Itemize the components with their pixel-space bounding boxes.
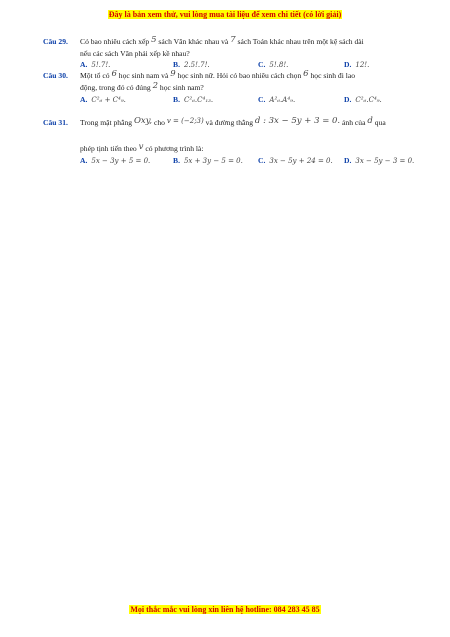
option-c[interactable]: C. A²₆.A⁴₉. (258, 95, 296, 104)
option-b[interactable]: B. 5x + 3y − 5 = 0. (173, 156, 243, 165)
question-29 (43, 36, 425, 71)
option-c[interactable]: C. 3x − 5y + 24 = 0. (258, 156, 333, 165)
option-c[interactable]: C. 5!.8!. (258, 60, 289, 69)
preview-banner (0, 10, 450, 19)
question-label: Câu 30. (43, 71, 68, 80)
answer-options (80, 155, 425, 167)
hotline-banner-text: Mọi thắc mắc vui lòng xin liên hệ hotline: 084 283 45 85 (130, 605, 320, 614)
question-label: Câu 31. (43, 118, 68, 127)
option-b[interactable]: B. C²₆.C⁴₁₃. (173, 95, 214, 104)
option-d[interactable]: D. C²₆.C⁴₉. (344, 95, 382, 104)
question-label: Câu 29. (43, 37, 68, 46)
option-a[interactable]: A. C²₆ + C⁴₉. (80, 95, 126, 104)
question-31 (43, 117, 425, 167)
option-a[interactable]: A. 5x − 3y + 5 = 0. (80, 156, 151, 165)
answer-options (80, 94, 425, 106)
option-b[interactable]: B. 2.5!.7!. (173, 60, 210, 69)
question-text: Một tổ có 6 học sinh nam và 9 học sinh nữ. Hỏi có bao nhiêu cách chọn 6 học sinh đi lao động, trong đó có đúng 2 học sinh nam? (80, 69, 355, 92)
option-a[interactable]: A. 5!.7!. (80, 60, 111, 69)
question-text: Có bao nhiêu cách xếp 5 sách Văn khác nhau và 7 sách Toán khác nhau trên một kệ sách dài nếu các sách Văn phải xếp kề nhau? (80, 35, 364, 58)
question-30 (43, 70, 425, 106)
hotline-banner (0, 605, 450, 614)
question-text: Trong mặt phẳng Oxy, cho v = (−2;3) và đường thẳng d : 3x − 5y + 3 = 0. ảnh của d qua phép tịnh tiến theo v có phương trình là: (80, 116, 386, 153)
preview-banner-text: Đây là bản xem thử, vui lòng mua tài liệu để xem chi tiết (có lời giải) (108, 10, 342, 19)
option-d[interactable]: D. 12!. (344, 60, 370, 69)
option-d[interactable]: D. 3x − 5y − 3 = 0. (344, 156, 415, 165)
